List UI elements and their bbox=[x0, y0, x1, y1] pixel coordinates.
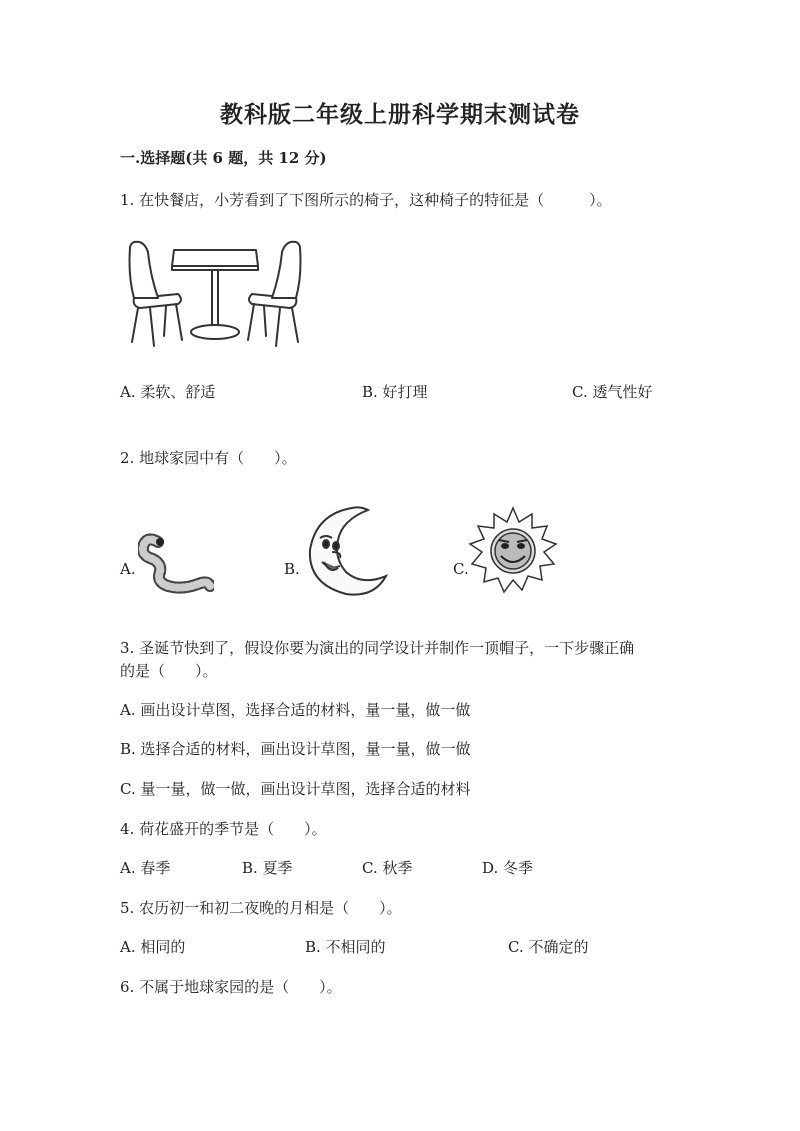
q2-option-a-label: A. bbox=[120, 560, 136, 578]
question-6-stem: 6. 不属于地球家园的是（ ）。 bbox=[120, 978, 342, 996]
sun-illustration bbox=[466, 506, 560, 596]
q2-option-b-label: B. bbox=[284, 560, 300, 578]
question-3-stem-line1: 3. 圣诞节快到了，假设你要为演出的同学设计并制作一顶帽子，一下步骤正确 bbox=[120, 639, 635, 657]
q5-option-a: A. 相同的 bbox=[120, 938, 186, 956]
q5-option-b: B. 不相同的 bbox=[305, 938, 386, 956]
section-heading: 一.选择题(共 6 题，共 12 分) bbox=[120, 149, 327, 167]
question-2-stem: 2. 地球家园中有（ ）。 bbox=[120, 449, 297, 467]
q3-option-c: C. 量一量，做一做，画出设计草图，选择合适的材料 bbox=[120, 780, 471, 798]
q4-option-c: C. 秋季 bbox=[362, 859, 413, 877]
question-5-stem: 5. 农历初一和初二夜晚的月相是（ ）。 bbox=[120, 899, 402, 917]
earthworm-illustration bbox=[138, 528, 214, 596]
q5-option-c: C. 不确定的 bbox=[508, 938, 589, 956]
question-3-stem-line2: 的是（ ）。 bbox=[120, 662, 218, 680]
q4-option-d: D. 冬季 bbox=[482, 859, 534, 877]
q4-option-b: B. 夏季 bbox=[242, 859, 293, 877]
q3-option-b: B. 选择合适的材料，画出设计草图，量一量，做一做 bbox=[120, 740, 471, 758]
question-1-stem: 1. 在快餐店，小芳看到了下图所示的椅子，这种椅子的特征是（ ）。 bbox=[120, 191, 612, 209]
q2-option-c-label: C. bbox=[453, 560, 469, 578]
q1-option-b: B. 好打理 bbox=[362, 383, 428, 401]
crescent-moon-illustration bbox=[298, 502, 390, 598]
page-title: 教科版二年级上册科学期末测试卷 bbox=[220, 101, 580, 128]
q4-option-a: A. 春季 bbox=[120, 859, 171, 877]
table-and-chairs-illustration bbox=[120, 236, 310, 352]
q1-option-a: A. 柔软、舒适 bbox=[120, 383, 216, 401]
q3-option-a: A. 画出设计草图，选择合适的材料，量一量，做一做 bbox=[120, 701, 471, 719]
question-4-stem: 4. 荷花盛开的季节是（ ）。 bbox=[120, 820, 327, 838]
q1-option-c: C. 透气性好 bbox=[572, 383, 653, 401]
